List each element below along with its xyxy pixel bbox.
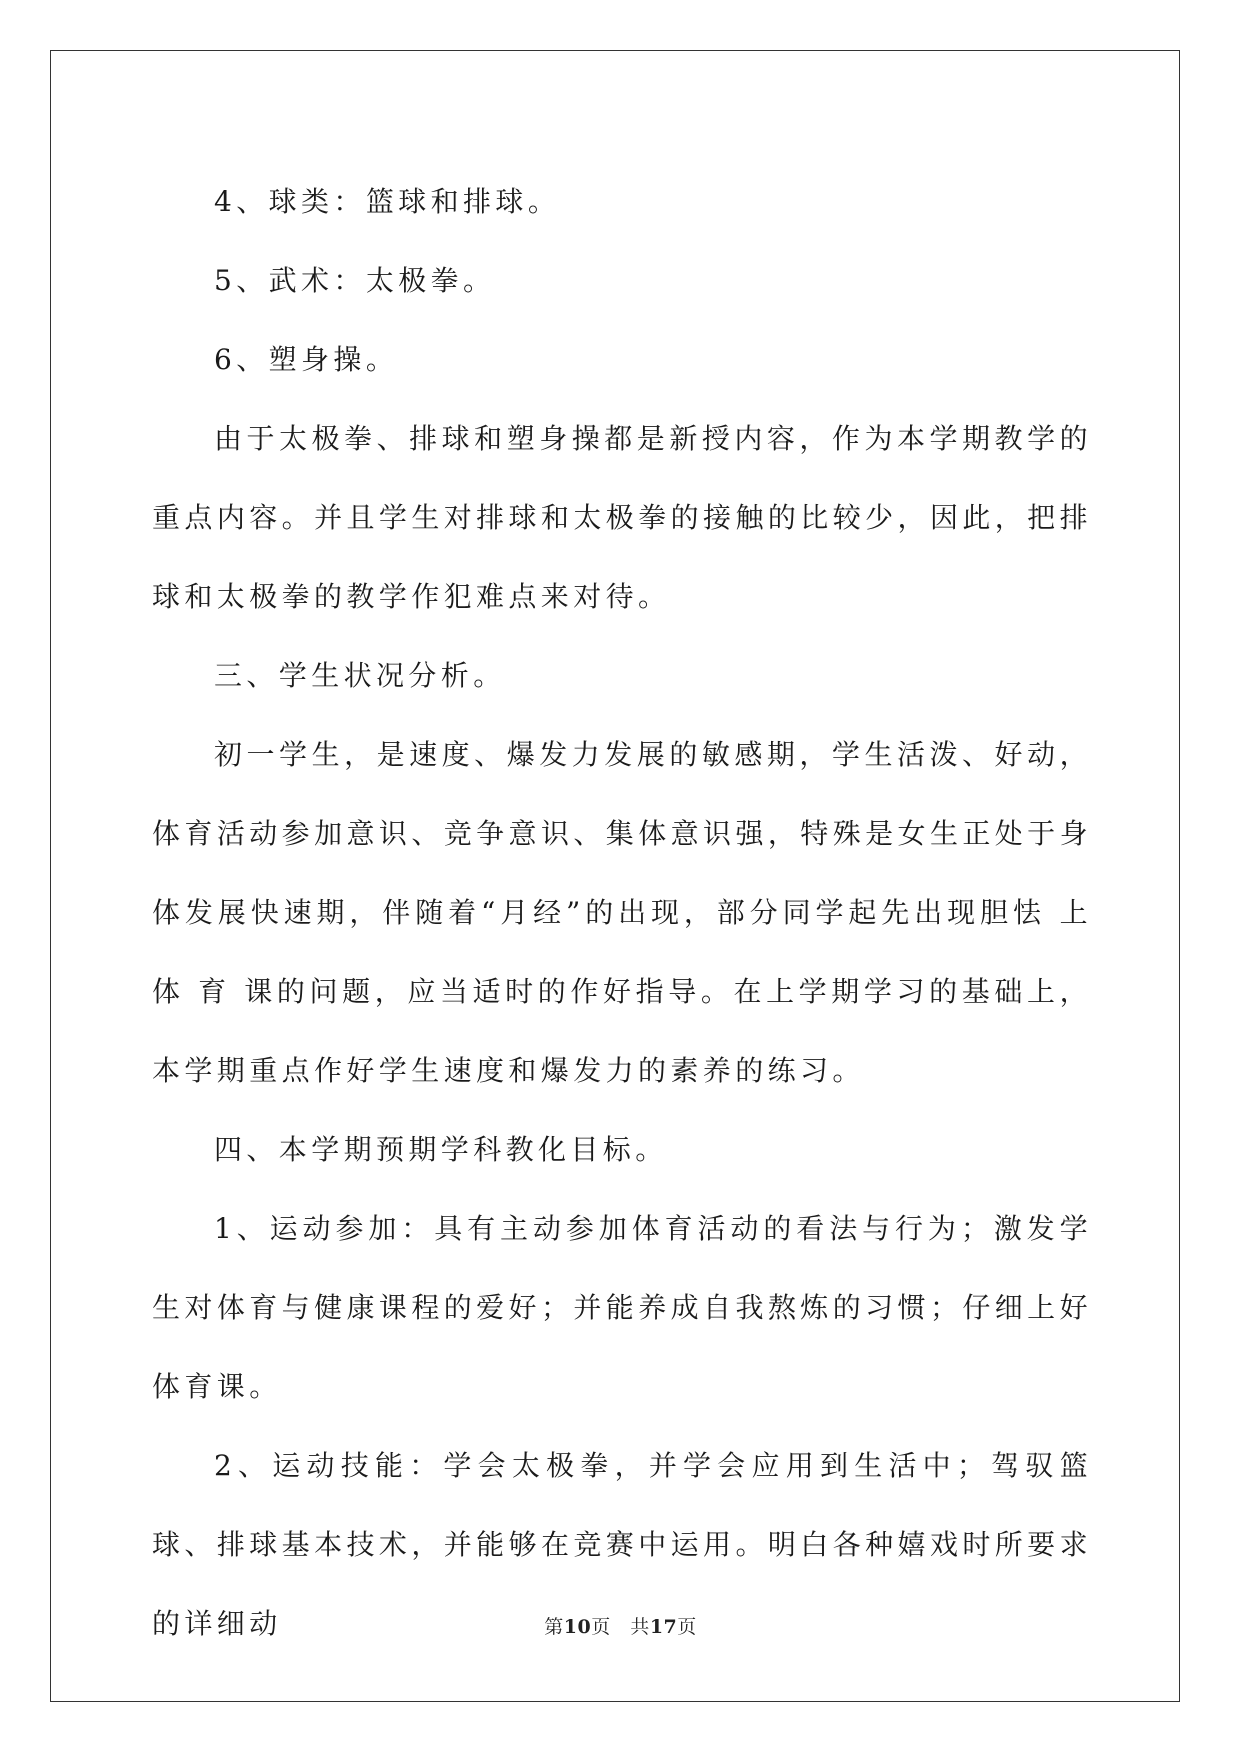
total-page-number: 17 [649,1616,678,1638]
paragraph-student-analysis: 初一学生，是速度、爆发力发展的敏感期，学生活泼、好动，体育活动参加意识、竞争意识、集体意识强，特殊是女生正处于身体发展快速期，伴随着“月经”的出现，部分同学起先出现胆怯 上 体 育 课的问题，应当适时的作好指导。在上学期学习的基础上，本学期重点作好学生速度和爆发力的素养的练习。 [152,738,1092,1087]
list-item-martial-arts: 5、武术：太极拳。 [214,264,496,297]
paragraph-goal-participation: 1、运动参加：具有主动参加体育活动的看法与行为；激发学生对体育与健康课程的爱好；并能养成自我熬炼的习惯；仔细上好体育课。 [152,1212,1092,1403]
footer-prefix: 第 [544,1616,564,1638]
section-heading-student-analysis: 三、学生状况分析。 [214,659,506,692]
paragraph-goal-skills: 2、运动技能：学会太极拳，并学会应用到生活中；驾驭篮球、排球基本技术，并能够在竞赛中运用。明白各种嬉戏时所要求的详细动 [152,1449,1092,1640]
list-item-body-shaping: 6、塑身操。 [214,343,399,376]
page-footer [0,1612,1241,1639]
list-item-ball-sports: 4、球类：篮球和排球。 [214,185,561,218]
footer-mid: 页 共 [591,1616,650,1638]
paragraph-key-content: 由于太极拳、排球和塑身操都是新授内容，作为本学期教学的重点内容。并且学生对排球和太极拳的接触的比较少，因此，把排球和太极拳的教学作犯难点来对待。 [152,422,1092,613]
section-heading-teaching-goals: 四、本学期预期学科教化目标。 [214,1133,668,1166]
document-body [152,162,1092,1663]
current-page-number: 10 [563,1616,592,1638]
footer-suffix: 页 [677,1616,697,1638]
